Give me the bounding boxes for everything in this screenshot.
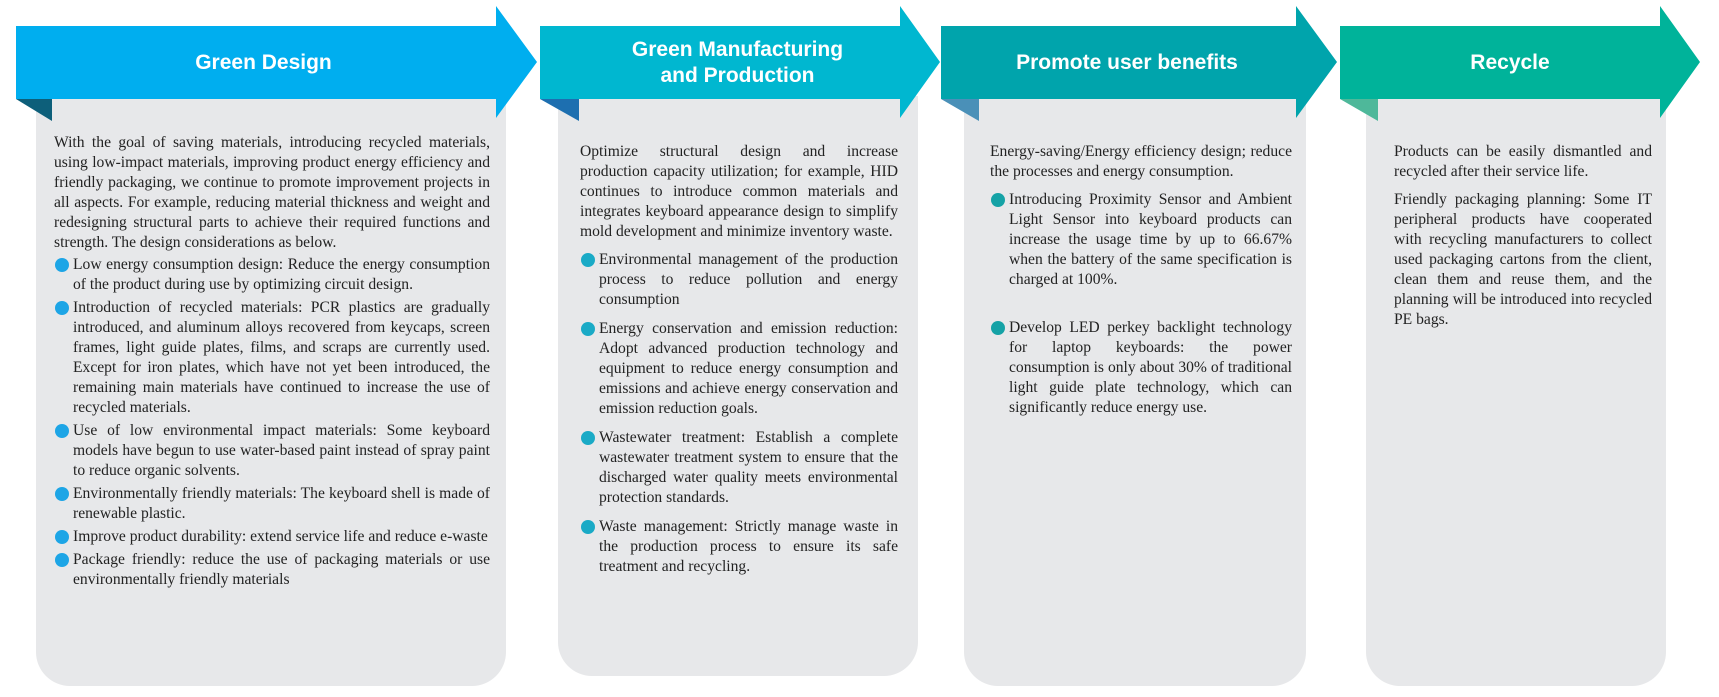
stage-title-green-manufacturing <box>540 26 935 99</box>
bullet-text: Environmental management of the production process to reduce pollution and energy consumption <box>599 251 898 308</box>
bullet-text: Introduction of recycled materials: PCR plastics are gradually introduced, and aluminum alloys recovered from keycaps, screen frames, light guide plates, films, and scraps are currently used. Except for iron plates, which have not yet been introduced, the remaining main materials have continued to increase the use of recycled materials. <box>73 299 490 416</box>
stage-title-line: and Production <box>660 63 815 87</box>
bullet-dot-icon <box>55 258 69 272</box>
bullet-text: Improve product durability: extend service life and reduce e-waste <box>73 528 488 545</box>
bullet-text: Package friendly: reduce the use of packaging materials or use environmentally friendly materials <box>73 551 490 588</box>
stage-title-line: Green Design <box>195 50 332 74</box>
fold-green-design <box>16 99 52 121</box>
list-item <box>990 318 1292 418</box>
content-recycle <box>1394 142 1652 338</box>
bullet-dot-icon <box>991 321 1005 335</box>
list-item <box>54 421 490 481</box>
bullet-text: Wastewater treatment: Establish a complete wastewater treatment system to ensure that the discharged water quality meets environmental protection standards. <box>599 429 898 506</box>
list-item <box>990 190 1292 290</box>
bullet-dot-icon <box>55 530 69 544</box>
paragraph: Products can be easily dismantled and recycled after their service life. <box>1394 143 1652 180</box>
stage-title-line: Promote user benefits <box>1016 50 1238 74</box>
content-user-benefits <box>990 142 1292 421</box>
bullet-dot-icon <box>581 253 595 267</box>
fold-recycle <box>1340 99 1378 121</box>
stage-title-green-design <box>16 26 511 99</box>
bullet-text: Use of low environmental impact materials: Some keyboard models have begun to use water-based paint instead of spray paint to reduce organic solvents. <box>73 422 490 479</box>
bullet-dot-icon <box>581 322 595 336</box>
stage-title-line: Recycle <box>1470 50 1550 74</box>
stage-title-user-benefits <box>941 26 1313 99</box>
bullet-dot-icon <box>55 301 69 315</box>
stage-title-recycle <box>1340 26 1680 99</box>
paragraph: Optimize structural design and increase production capacity utilization; for example, HID continues to introduce common materials and integrates keyboard appearance design to simplify mold development and minimize inventory waste. <box>580 143 898 240</box>
bullet-text: Environmentally friendly materials: The keyboard shell is made of renewable plastic. <box>73 485 490 522</box>
paragraph: Energy-saving/Energy efficiency design; reduce the processes and energy consumption. <box>990 143 1292 180</box>
list-item <box>54 527 490 547</box>
bullet-text: Waste management: Strictly manage waste in the production process to ensure its safe treatment and recycling. <box>599 518 898 575</box>
bullet-dot-icon <box>55 553 69 567</box>
list-item <box>580 428 898 508</box>
list-item <box>54 298 490 418</box>
fold-green-manufacturing <box>540 99 579 121</box>
list-item <box>580 250 898 310</box>
bullet-dot-icon <box>55 424 69 438</box>
bullet-text: Introducing Proximity Sensor and Ambient Light Sensor into keyboard products can increase the usage time by up to 66.67% when the battery of the same specification is charged at 100%. <box>1009 191 1292 288</box>
list-item <box>580 517 898 577</box>
bullet-dot-icon <box>55 487 69 501</box>
bullet-dot-icon <box>991 193 1005 207</box>
bullet-text: Energy conservation and emission reduction: Adopt advanced production technology and equipment to reduce energy consumption and emissions and achieve energy conservation and emission reduction goals. <box>599 320 898 417</box>
list-item <box>54 255 490 295</box>
bullet-dot-icon <box>581 431 595 445</box>
content-green-manufacturing <box>580 142 898 580</box>
stage-title-line: Green Manufacturing <box>631 37 844 61</box>
content-green-design <box>54 133 490 593</box>
paragraph: With the goal of saving materials, introducing recycled materials, using low-impact materials, improving product energy efficiency and friendly packaging, we continue to promote improvement projects in all aspects. For example, reducing material thickness and weight and redesigning structural parts to achieve their required functions and strength. The design considerations as below. <box>54 134 490 251</box>
list-item <box>54 550 490 590</box>
list-item <box>54 484 490 524</box>
paragraph: Friendly packaging planning: Some IT peripheral products have cooperated with recycling manufacturers to collect used packaging cartons from the client, clean them and reuse them, and the planning will be introduced into recycled PE bags. <box>1394 191 1652 328</box>
bullet-text: Develop LED perkey backlight technology for laptop keyboards: the power consumption is only about 30% of traditional light guide plate technology, which can significantly reduce energy use. <box>1009 319 1292 416</box>
bullet-dot-icon <box>581 520 595 534</box>
list-item <box>580 319 898 419</box>
bullet-text: Low energy consumption design: Reduce the energy consumption of the product during use by optimizing circuit design. <box>73 256 490 293</box>
fold-user-benefits <box>941 99 979 121</box>
